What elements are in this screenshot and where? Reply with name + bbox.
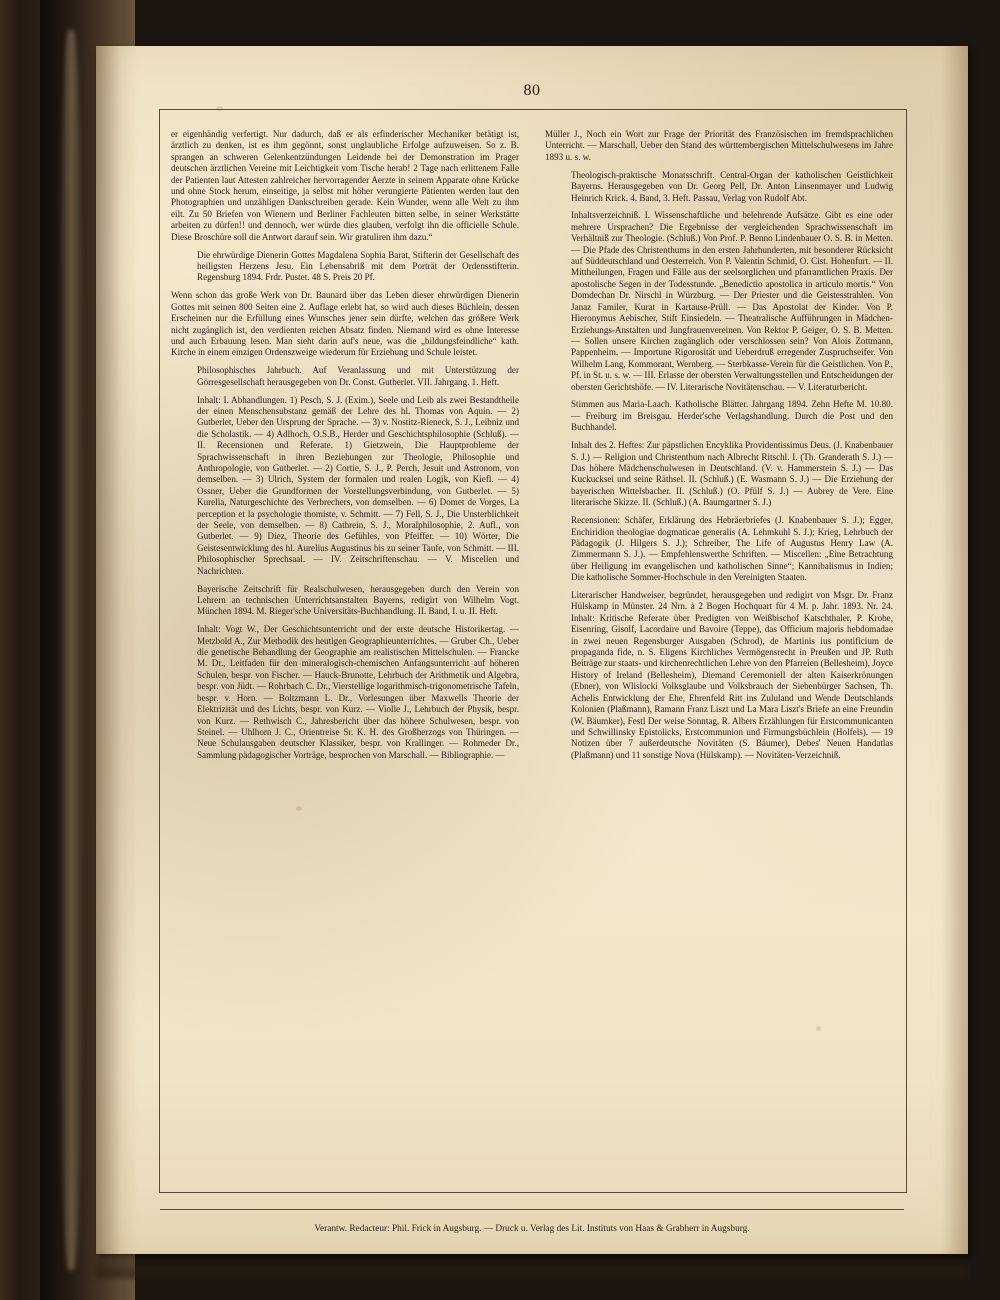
column-right	[545, 129, 893, 1164]
page-bottom-shadow	[96, 1254, 968, 1278]
entry-title: Literarischer Handweiser, begründet, herausgegeben und redigirt von Msgr. Dr. Franz Hülskamp in Münster. 24 Nrn. à 2 Bogen Hochquart für 4 M. p. Jahr. 1893. Nr. 24. Inhalt: Kritische Referate über Predigten von Weißbischof Katschthaler, P. Krobe, Eisenring, Gisolf, Lacordaire und Bavoire (Teppe), das Officium majoris hebdomadae in zwei neuen Regensburger Ausgaben (Schrod), de Martinis ius pontificium de propaganda fide, n. S. Eligens Kirchliches Vermögensrecht in Preußen und JP. Ruth Beiträge zur staats- und kirchenrechtlichen Lehre von den Pfarreien (Bellesheim), Joyce History of Ireland (Bellesheim), Diemand Ceremoniell der alten Kaiserkrönungen (Ebner), von Wlislocki Volksglaube und Volksbrauch der Siebenbürger Sachsen, Th. Achelis Entwicklung der Ehe, Ehrenfeld Ritt ins Zululand und Wende Deutschlands Kolonien (Plaßmann), Ramann Franz Liszt und La Mara Liszt's Briefe an eine Freundin (W. Bäumker), Festl Der weise Sonntag, R. Albers Erzählungen für Erstcommunicanten und Schwillinsky Epistolicks, Erstcommunion und Firmungsbüchlein (Holfels). — 19 Notizen über 7 außerdeutsche Novitäten (S. Bäumer), Debes' Neuen Handatlas (Plaßmann) und 11 sonstige Nova (Hülskamp). — Novitäten-Verzeichniß.	[571, 590, 893, 760]
paragraph: Wenn schon das große Werk von Dr. Baunard über das Leben dieser ehrwürdigen Dienerin Gottes mit seinen 800 Seiten eine 2. Auflage erlebt hat, so wird auch dieses Büchlein, dessen Erscheinen nur die Erfüllung eines Wunsches jener sein dürfte, welchen das größere Werk nicht zugänglich ist, den verdienten reichen Absatz finden. Niemand wird es ohne Interesse und auch Erbauung lesen. Man sieht darin auf's neue, was die „bildungsfeindliche“ kath. Kirche in einem einzigen Ordenszweige wiederum für Erziehung und Schule leistet.	[171, 290, 519, 358]
paragraph: er eigenhändig verfertigt. Nur dadurch, daß er als erfinderischer Mechaniker betätigt ist, ärztlich zu denken, ist es ihm gegönnt, sonst unglaubliche Erfolge aufzuweisen. So z. B. sprangen an schweren Gelenkentzündungen Leidende bei der Demonstration im Prager deutschen ärztlichen Vereine mit Leichtigkeit vom Tische herab! 2 Tage nach erlittenem Falle der Patienten laut Attesten zahlreicher hervorragender Aerzte in seinem Apparate ohne Krücke und ohne Stock herum, einseitige, ja selbst mit höher verungierte Patienten werden laut den Photographien und unzähligen Dankschreiben gerade. Kein Wunder, wenn alle Welt zu ihm eilt. Zu 50 Briefen von Wienern und Berliner Fachleuten bitten selbe, in seiner Werkstätte arbeiten zu dürfen!! und dennoch, wer würde dies glauben, verfolgt ihn die officielle Schule. Diese Broschüre soll die Antwort darauf sein. Wir gratuliren ihm dazu.“	[171, 129, 519, 242]
entry-contents: Inhaltsverzeichniß. I. Wissenschaftliche und belehrende Aufsätze. Gibt es eine oder mehrere Ursprachen? Die Ergebnisse der vergleichenden Sprachwissenschaft im Verhältniß zur Theologie. (Schluß.) Von Prof. P. Benno Lindenbauer O. S. B. in Metten. — Die Pfade des Christenthums in den ersten Jahrhunderten, mit besonderer Rücksicht auf Süddeutschland und Oesterreich. Von P. Valentin Schmid, O. Cist. Hohenfurt. — II. Mittheilungen, Fragen und Fälle aus der seelsorglichen und pfarramtlichen Praxis. Der apostolische Segen in der Todesstunde. „Benedictio apostolica in articulo mortis.“ Von Domdechan Dr. Nirschl in Würzburg. — Der Priester und die Geistesstrahlen. Von Janaz Familer, Kurat in Kartause-Prüll. — Das Apostolat der Kinder. Von P. Hieronymus Aebischer, Stift Einsiedeln. — Theatralische Aufführungen in Mädchen-Erziehungs-Anstalten und Jungfrauenvereinen. Von Rektor P. Geiger, O. S. B. Metten. — Sollen unsere Kirchen zugänglich oder verschlossen sein? Von Alois Zottmann, Pappenheim. — Importune Rigorosität und Ueberdruß erregender Zuspruchseifer. Von Wilhelm Lang, Kommorant, Wernberg. — Sterbkasse-Verein für die Geistlichen. Von P., Pf. in St. u. s. w. — III. Erlasse der obersten Verwaltungsstellen und Entscheidungen der obersten Gerichtshöfe. — IV. Literarische Novitätenschau. — V. Literaturbericht.	[571, 210, 894, 392]
entry-contents: Inhalt: I. Abhandlungen. 1) Pesch, S. J. (Exim.), Seele und Leib als zwei Bestandtheile der einen Menschensubstanz gemäß der Lehre des hl. Thomas von Aquin. — 2) Gutberlet, Ueber den Ursprung der Sprache. — 3) v. Nostitz-Rieneck, S. J., Leibniz und die Scholastik. — 4) Adlhoch, O.S.B., Herder und Geschichtsphilosophie (Schluß). — II. Recensionen und Referate. 1) Gietzwein, Die Hauptprobleme der Sprachwissenschaft in ihren Beziehungen zur Theologie, Philosophie und Anthropologie, von Gutberlet. — 2) Cortie, S. J., P. Perch, Jesuit und Astronom, von demselben. — 3) Ulrich, System der formalen und realen Logik, von Kiefl. — 4) Ossner, Ueber die Grundformen der Vorstellungsverbindung, von Gutberlet. — 5) Kurella, Naturgeschichte des Verbrechers, von demselben. — 6) Domet de Vorges, La perception et la psychologie thomiste, v. Schmitt. — 7) Fell, S. J., Die Unsterblichkeit der Seele, von demselben. — 8) Cathrein, S. J., Moralphilosophie, 2. Aufl., von Gutberlet. — 9) Diez, Theorie des Gefühles, von Pfeiffer. — 10) Wörter, Die Geistesentwicklung des hl. Aurelius Augustinus bis zu seiner Taufe, von Schmitt. — III. Philosophischer Sprechsaal. — IV. Zeitschriftenschau. — V. Miscellen und Nachrichten.	[197, 394, 519, 576]
page-edge-shadow	[942, 46, 968, 1254]
page-gutter-shadow	[96, 46, 138, 1254]
entry-title: Die ehrwürdige Dienerin Gottes Magdalena Sophia Barat, Stifterin der Gesellschaft des heiligsten Herzens Jesu. Ein Lebensabriß mit dem Porträt der Ordensstifterin. Regensburg 1894. Frdr. Pustet. 48 S. Preis 20 Pf.	[197, 249, 519, 283]
imprint-line: Verantw. Redacteur: Phil. Frick in Augsburg. — Druck u. Verlag des Lit. Instituts von Haas & Grabherr in Augsburg.	[314, 1224, 750, 1234]
entry-reviews: Recensionen: Schäfer, Erklärung des Hebräerbriefes (J. Knabenbauer S. J.); Egger, Enchiridion theologiae dogmaticae generalis (A. Lehmkuhl S. J.); Krieg, Lehrbuch der Pädagogik (J. Hilgers S. J.); Schreiber, The Life of Augustus Henry Law (A. Zimmermann S. J.). — Empfehlenswerthe Schriften. — Miscellen: „Eine Betrachtung über Heiligung im evangelischen und katholischen Sinne“; Kannibalismus in Indien; Die katholische Sommer-Hochschule in den Vereinigten Staaten.	[571, 515, 893, 583]
entry-contents: Inhalt des 2. Heftes: Zur päpstlichen Encyklika Providentissimus Deus. (J. Knabenbauer S. J.) — Religion und Christenthum nach Albrecht Ritschl. I. (Th. Granderath S. J.) — Das höhere Mädchenschulwesen in Deutschland. (V. v. Hammerstein S. J.) — Das Kuckucksei und seine Räthsel. II. (Schluß.) (E. Wasmann S. J.) — Die Erziehung der bayerischen Wittelsbacher. II. (Schluß.) (O. Pfülf S. J.) — Aubrey de Vere. Eine literarische Skizze. II. (Schluß.) (A. Baumgartner S. J.)	[571, 440, 893, 508]
page-number: 80	[523, 82, 541, 99]
printed-page	[96, 46, 968, 1254]
binding-highlight	[58, 30, 84, 1270]
text-columns	[171, 129, 893, 1164]
entry-title: Bayerische Zeitschrift für Realschulwesen, herausgegeben durch den Verein von Lehrern an technischen Unterrichtsanstalten Bayerns, redigirt von Wilhelm Vogt. München 1894. M. Rieger'sche Universitäts-Buchhandlung. II. Band, I. u. II. Heft.	[197, 583, 519, 617]
entry-title: Theologisch-praktische Monatsschrift. Central-Organ der katholischen Geistlichkeit Bayerns. Herausgegeben von Dr. Georg Pell, Dr. Anton Linsenmayer und Ludwig Heinrich Krick. 4. Band, 3. Heft. Passau, Verlag von Rudolf Abt.	[571, 169, 893, 203]
column-left	[171, 129, 519, 1164]
entry-contents: Inhalt: Vogt W., Der Geschichtsunterricht und der erste deutsche Historikertag. — Metzbold A., Zur Methodik des heutigen Geographieunterrichtes. — Gruber Ch., Ueber die genetische Behandlung der Geographie am realistischen Mittelschulen. — Francke M. Dr., Leitfaden für den mineralogisch-chemischen Anfangsunterricht auf höheren Schulen, bespr. von Fischer. — Hauck-Brunotte, Lehrbuch der Arithmetik und Algebra, bespr. von Jüdt. — Rohrbach C. Dr., Vierstellige logarithmisch-trigonometrische Tafeln, bespr. v. Horn. — Boltzmann L. Dr., Vorlesungen über Maxwells Theorie der Elektrizität und des Lichts, bespr. von Kurz. — Violle J., Lehrbuch der Physik, bespr. von Kurz. — Rethwisch C., Jahresbericht über das höhere Schulwesen, bespr. von Steinel. — Uhlhorn J. C., Orientreise Sr. K. H. des Großherzogs von Thüringen. — Neue Schulausgaben deutscher Klassiker, bespr. von Krallinger. — Rohmeder Dr., Sammlung pädagogischer Vorträge, besprochen von Marschall. — Bibliographie. —	[197, 624, 519, 760]
imprint-divider	[160, 1209, 904, 1210]
paragraph: Müller J., Noch ein Wort zur Frage der Priorität des Französischen im fremdsprachlichen Unterricht. — Marschall, Ueber den Stand des württembergischen Mittelschulwesens im Jahre 1893 u. s. w.	[545, 129, 893, 162]
entry-title: Philosophisches Jahrbuch. Auf Veranlassung und mit Unterstützung der Görresgesellschaft herausgegeben von Dr. Const. Gutberlet. VII. Jahrgang. 1. Heft.	[197, 365, 519, 387]
entry-title: Stimmen aus Maria-Laach. Katholische Blätter. Jahrgang 1894. Zehn Hefte M. 10.80. — Freiburg im Breisgau. Herder'sche Verlagshandlung. Durch die Post und den Buchhandel.	[571, 399, 893, 433]
